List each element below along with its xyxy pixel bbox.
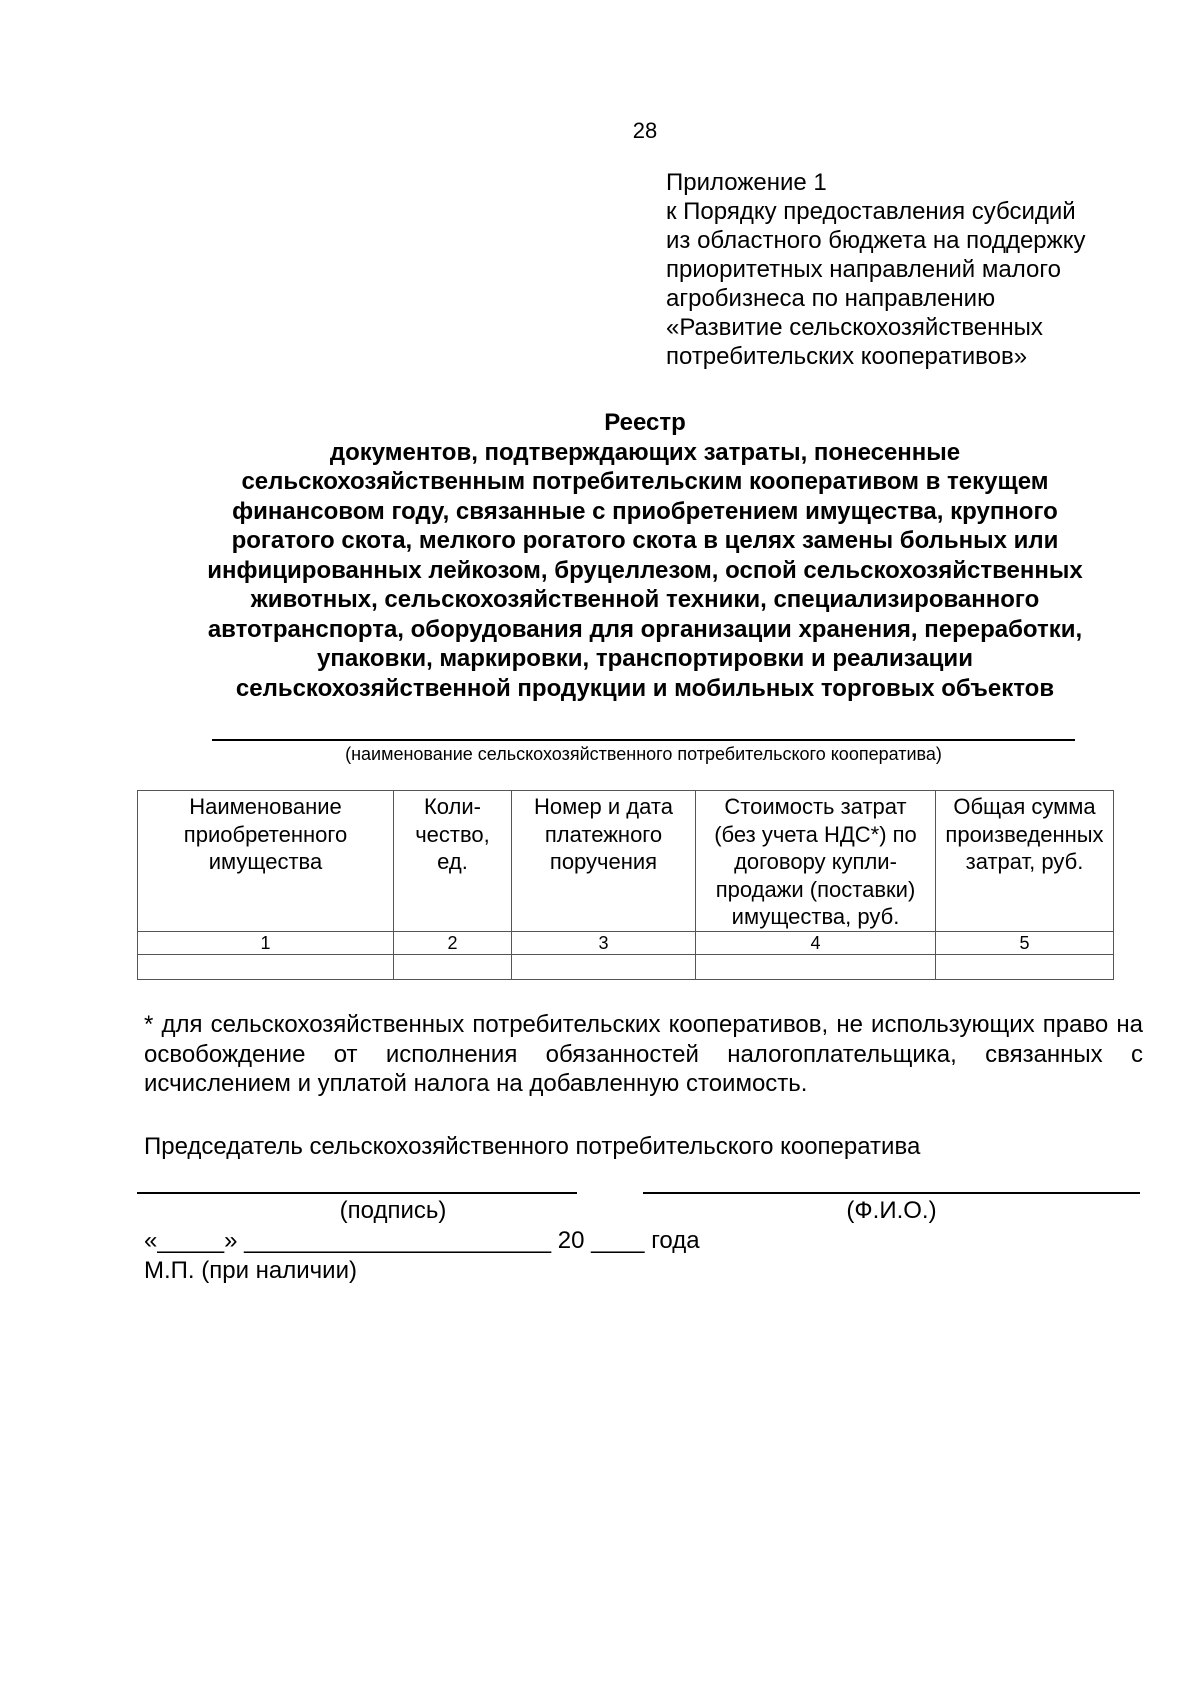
appendix-reference <box>666 168 1166 371</box>
full-name-line <box>643 1192 1140 1194</box>
table-cell <box>138 954 394 979</box>
registry-table <box>137 790 1114 980</box>
appendix-line: агробизнеса по направлению <box>666 285 996 312</box>
table-column-number-row <box>138 931 1114 954</box>
appendix-line: из областного бюджета на поддержку <box>666 227 1086 254</box>
title-line: финансовом году, связанные с приобретением имущества, крупного <box>232 497 1058 525</box>
table-cell <box>936 954 1114 979</box>
column-number-cell: 5 <box>936 931 1114 954</box>
table-cell <box>512 954 696 979</box>
footnote: * для сельскохозяйственных потребительских кооперативов, не использующих право на освобождение от исполнения обязанностей налогоплательщика, связанных с исчислением и уплатой налога на добавленную стоимость. <box>144 1011 1143 1097</box>
title-line: упаковки, маркировки, транспортировки и реализации <box>317 645 973 672</box>
column-number-cell: 4 <box>696 931 936 954</box>
table-row <box>138 954 1114 979</box>
appendix-line: приоритетных направлений малого <box>666 256 1061 283</box>
column-number-cell: 2 <box>394 931 512 954</box>
title-line: рогатого скота, мелкого рогатого скота в целях замены больных или <box>231 527 1059 554</box>
stamp-placeholder: М.П. (при наличии) <box>144 1257 357 1284</box>
full-name-caption: (Ф.И.О.) <box>846 1197 937 1224</box>
table-header-cell: Стоимость затрат (без учета НДС*) по договору купли- продажи (поставки) имущества, руб. <box>696 791 936 932</box>
table-cell <box>696 954 936 979</box>
date-line: «_____» _______________________ 20 ____ года <box>144 1227 700 1254</box>
title-line: сельскохозяйственной продукции и мобильных торговых объектов <box>235 674 1055 702</box>
appendix-line: к Порядку предоставления субсидий <box>666 198 1076 225</box>
title-line: документов, подтверждающих затраты, понесенные <box>329 438 961 466</box>
appendix-line: Приложение 1 <box>666 169 827 196</box>
signature-caption: (подпись) <box>339 1197 447 1224</box>
column-number-cell: 1 <box>138 931 394 954</box>
title-line: инфицированных лейкозом, бруцеллезом, оспой сельскохозяйственных <box>207 556 1083 584</box>
table-header-cell: Коли- чество, ед. <box>394 791 512 932</box>
signature-line <box>137 1192 577 1194</box>
appendix-line: «Развитие сельскохозяйственных <box>666 314 1043 341</box>
title-line: Реестр <box>604 409 686 436</box>
table-header-cell: Общая сумма произведенных затрат, руб. <box>936 791 1114 932</box>
title-line: животных, сельскохозяйственной техники, специализированного <box>250 586 1040 613</box>
chairman-label: Председатель сельскохозяйственного потребительского кооператива <box>144 1133 921 1160</box>
title-line: сельскохозяйственным потребительским кооперативом в текущем <box>241 468 1049 495</box>
table-header-row <box>138 791 1114 932</box>
table-header-cell: Номер и дата платежного поручения <box>512 791 696 932</box>
title-line: автотранспорта, оборудования для организации хранения, переработки, <box>207 615 1083 643</box>
table-header-cell: Наименование приобретенного имущества <box>138 791 394 932</box>
column-number-cell: 3 <box>512 931 696 954</box>
document-title <box>140 408 1150 703</box>
appendix-line: потребительских кооперативов» <box>666 343 1028 370</box>
cooperative-name-line <box>212 739 1075 741</box>
cooperative-name-caption: (наименование сельскохозяйственного потребительского кооператива) <box>345 744 942 764</box>
page-number: 28 <box>632 118 658 143</box>
table-cell <box>394 954 512 979</box>
